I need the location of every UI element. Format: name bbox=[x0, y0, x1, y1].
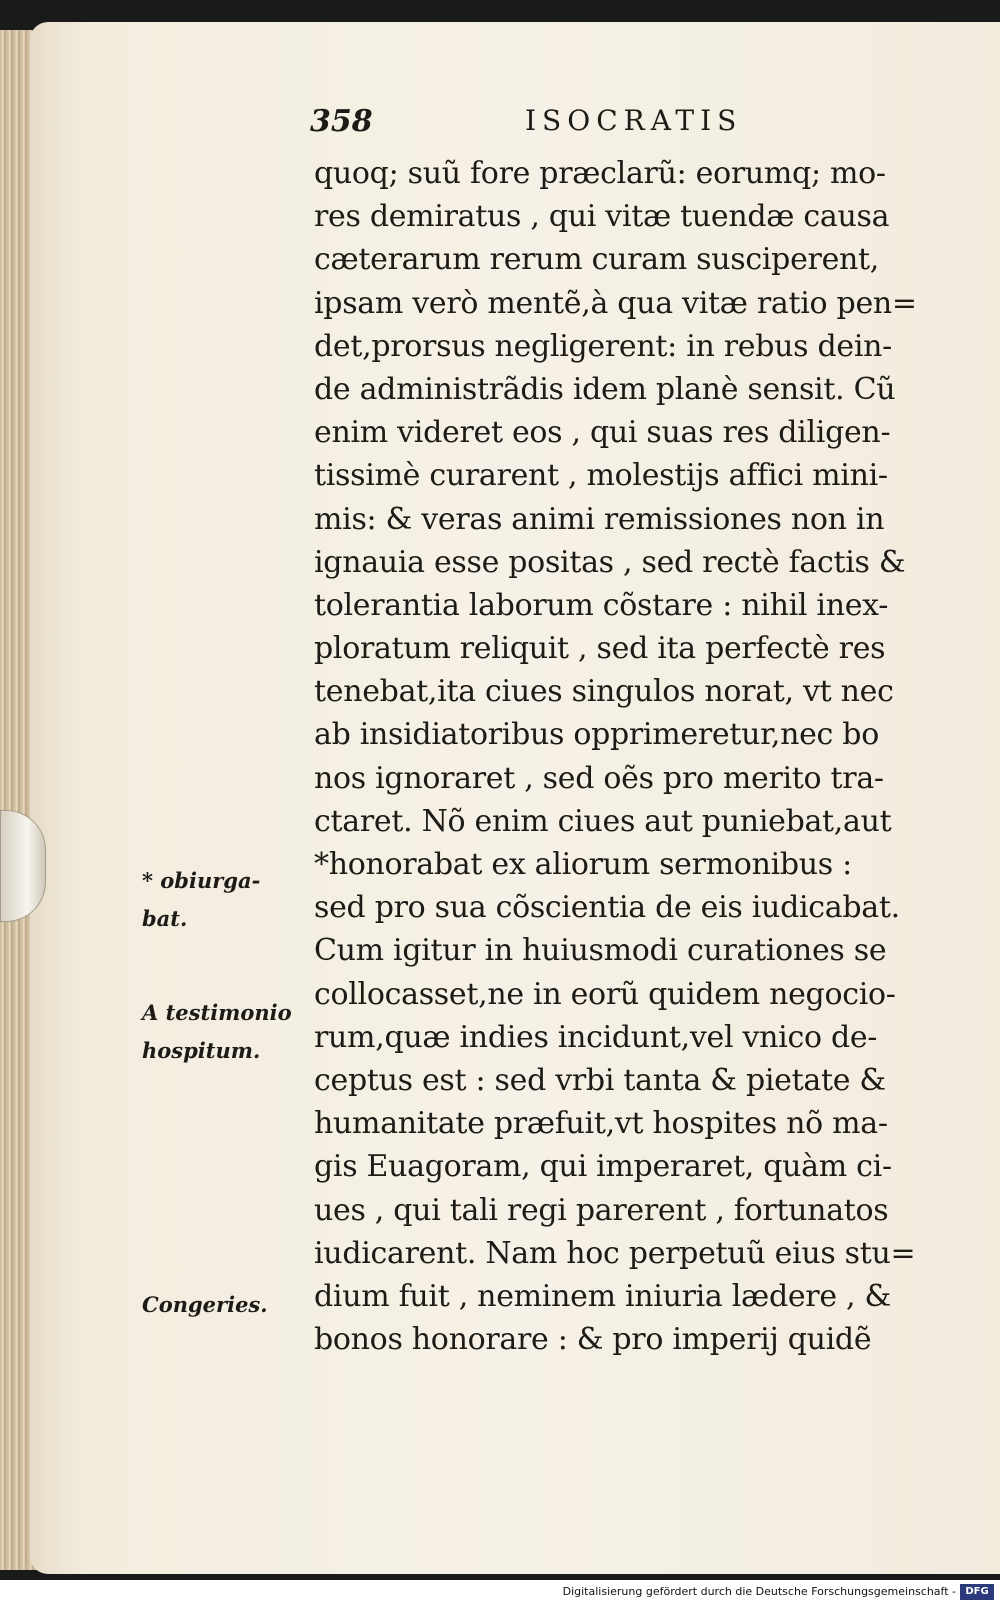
text-line: quoq; suũ fore præclarũ: eorumq; mo- bbox=[314, 156, 886, 191]
marginal-note-hospitum: hospitum. bbox=[142, 1038, 261, 1063]
text-line: ploratum reliquit , sed ita perfectè res bbox=[314, 631, 886, 667]
text-line: dium fuit , neminem iniuria lædere , & bbox=[314, 1278, 891, 1314]
text-line: collocasset,ne in eorũ quidem negocio- bbox=[314, 976, 896, 1012]
text-line: rum,quæ indies incidunt,vel vnico de- bbox=[314, 1019, 878, 1055]
text-line: ctaret. Nõ enim ciues aut puniebat,aut bbox=[314, 803, 892, 839]
text-line: mis: & veras animi remissiones non in bbox=[314, 501, 885, 537]
text-line: tenebat,ita ciues singulos norat, vt nec bbox=[314, 674, 894, 710]
text-line: cæterarum rerum curam susciperent, bbox=[314, 242, 880, 278]
marginal-note-obiurgabat-cont: bat. bbox=[142, 906, 188, 931]
text-line: ceptus est : sed vrbi tanta & pietate & bbox=[314, 1062, 886, 1098]
page-header bbox=[310, 104, 750, 148]
text-line: *honorabat ex aliorum sermonibus : bbox=[314, 847, 852, 882]
marginal-note-obiurgabat: * obiurga- bbox=[142, 868, 261, 893]
text-line: det,prorsus negligerent: in rebus dein- bbox=[314, 328, 893, 364]
text-line: enim videret eos , qui suas res diligen- bbox=[314, 415, 891, 451]
marginal-note-testimonio: A testimonio bbox=[142, 1000, 292, 1025]
text-line: nos ignoraret , sed oẽs pro merito tra- bbox=[314, 760, 884, 796]
text-line: gis Euagoram, qui imperaret, quàm ci- bbox=[314, 1149, 892, 1185]
text-line: tolerantia laborum cõstare : nihil inex- bbox=[314, 587, 889, 623]
dfg-logo: DFG bbox=[960, 1584, 994, 1600]
text-line: ipsam verò mentẽ,à qua vitæ ratio pen= bbox=[314, 285, 917, 321]
funding-credit: Digitalisierung gefördert durch die Deutsche Forschungsgemeinschaft - bbox=[562, 1585, 956, 1598]
footer-bar bbox=[0, 1580, 1000, 1606]
text-line: iudicarent. Nam hoc perpetuũ eius stu= bbox=[314, 1235, 916, 1271]
marginal-note-congeries: Congeries. bbox=[142, 1292, 268, 1317]
text-line: bonos honorare : & pro imperij quidẽ bbox=[314, 1322, 872, 1358]
text-line: ues , qui tali regi parerent , fortunatos bbox=[314, 1192, 889, 1228]
page-number: 358 bbox=[310, 104, 373, 139]
text-line: ignauia esse positas , sed rectè factis & bbox=[314, 544, 906, 580]
text-line: Cum igitur in huiusmodi curationes se bbox=[314, 933, 887, 969]
text-line: ab insidiatoribus opprimeretur,nec bo bbox=[314, 717, 879, 753]
text-line: humanitate præfuit,vt hospites nõ ma- bbox=[314, 1106, 888, 1142]
text-line: res demiratus , qui vitæ tuendæ causa bbox=[314, 199, 890, 235]
text-line: sed pro sua cõscientia de eis iudicabat. bbox=[314, 890, 900, 926]
body-text bbox=[314, 152, 964, 1361]
text-line: tissimè curarent , molestijs affici mini- bbox=[314, 458, 888, 494]
text-line: de administrãdis idem planè sensit. Cũ bbox=[314, 371, 896, 407]
running-title: ISOCRATIS bbox=[525, 104, 743, 137]
